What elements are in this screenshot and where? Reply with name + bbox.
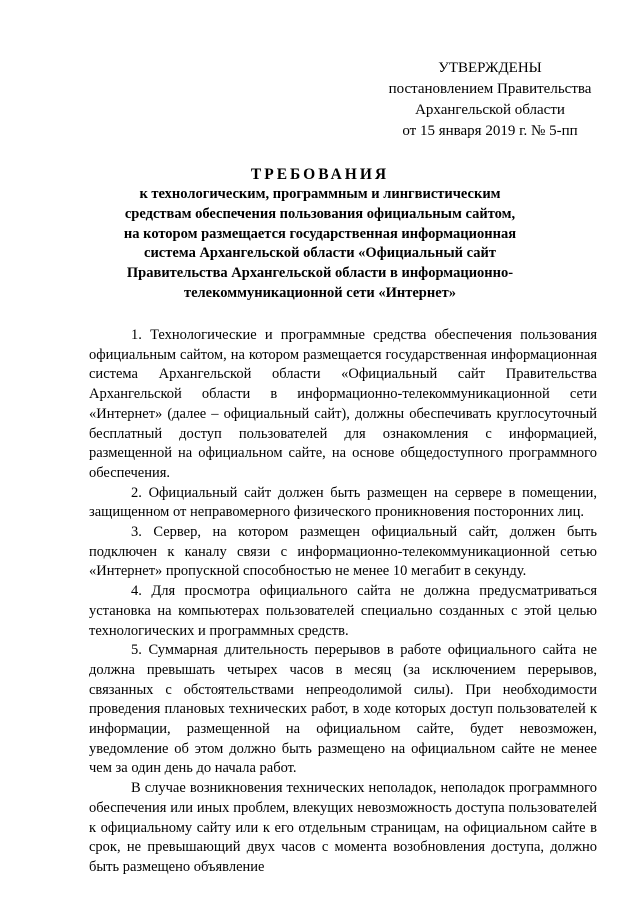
paragraph-4	[89, 582, 597, 641]
approval-line-3: от 15 января 2019 г. № 5-пп	[402, 123, 578, 139]
title-line-6: телекоммуникационной сети «Интернет»	[183, 284, 457, 301]
paragraph-text: В случае возникновения технических неполадок, неполадок программного обеспечения или иных проблем, влекущих невозможность доступа пользователей к официальному сайту или к его отдельным страницам, на официальном сайте в срок, не превышающий двух часов с момента возобновления доступа, должно быть размещено объявление	[89, 780, 597, 875]
document-body	[89, 326, 597, 878]
paragraph-1	[89, 326, 597, 484]
approval-stamp	[360, 58, 620, 142]
document-title	[60, 164, 580, 304]
title-line-3: на котором размещается государственная информационная	[123, 225, 517, 242]
paragraph-6	[89, 779, 597, 878]
paragraph-text: Суммарная длительность перерывов в работе официального сайта не должна превышать четырех часов в месяц (за исключением перерывов, связанных с обстоятельствами непреодолимой силы). При необходимости проведения плановых технических работ, в ходе которых доступ пользователей к информации, размещенной на официальном сайте, будет невозможен, уведомление об этом должно быть размещено на официальном сайте не менее чем за один день до начала работ.	[89, 642, 597, 777]
paragraph-text: Официальный сайт должен быть размещен на сервере в помещении, защищенном от неправомерного физического проникновения посторонних лиц.	[89, 484, 598, 521]
paragraph-5	[89, 641, 597, 779]
title-line-4: система Архангельской области «Официальный сайт	[144, 245, 496, 262]
paragraph-number: 2.	[131, 484, 142, 501]
approval-heading: УТВЕРЖДЕНЫ	[438, 60, 542, 76]
paragraph-2	[89, 484, 597, 523]
paragraph-number: 4.	[131, 583, 142, 600]
title-heading: ТРЕБОВАНИЯ	[250, 166, 390, 183]
approval-line-2: Архангельской области	[415, 102, 565, 118]
paragraph-number: 1.	[131, 327, 142, 343]
paragraph-number: 5.	[131, 642, 142, 659]
paragraph-text: Сервер, на котором размещен официальный сайт, должен быть подключен к каналу связи с информационно-телекоммуникационной сетью «Интернет» пропускной способностью не менее 10 мегабит в секунду.	[89, 524, 598, 580]
title-line-2: средствам обеспечения пользования официальным сайтом,	[124, 205, 516, 222]
title-line-5: Правительства Архангельской области в информационно-	[126, 265, 514, 282]
approval-line-1: постановлением Правительства	[388, 81, 592, 97]
paragraph-text: Технологические и программные средства обеспечения пользования официальным сайтом, на котором размещается государственная информационная система Архангельской области «Официальный сайт Правительства Архангельской области в информационно-телекоммуникационной сети «Интернет» (далее – официальный сайт), должны обеспечивать круглосуточный бесплатный доступ пользователей для ознакомления с информацией, размещенной на официальном сайте, на основе общедоступного программного обеспечения.	[89, 327, 598, 481]
paragraph-text: Для просмотра официального сайта не должна предусматриваться установка на компьютерах пользователей специально созданных с этой целью технологических и программных средств.	[89, 583, 597, 639]
paragraph-number: 3.	[131, 524, 142, 541]
paragraph-3	[89, 523, 597, 582]
title-line-1: к технологическим, программным и лингвистическим	[139, 186, 501, 202]
